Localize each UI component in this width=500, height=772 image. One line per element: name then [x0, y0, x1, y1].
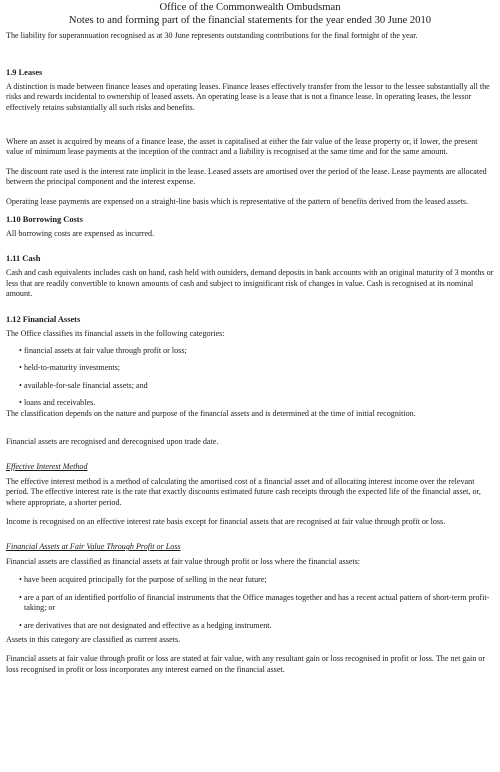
leases-paragraph-1: A distinction is made between finance leases and operating leases. Finance leases effectively transfer from the lessor to the lessee substantially all the risks and rewards incidental to ownership of leased assets. An operating lease is a lease that is not a finance lease. In operating leases, the lessor effectively retains substantially all such risks and benefits.: [6, 81, 490, 112]
section-heading-cash: 1.11 Cash: [6, 254, 41, 264]
cash-paragraph: Cash and cash equivalents includes cash on hand, cash held with outsiders, demand deposits in bank accounts with an original maturity of 3 months or less that are readily convertible to known amounts of cash and subject to insignificant risk of changes in value. Cash is recognised at its nominal amount.: [6, 268, 494, 299]
effective-interest-paragraph-1: The effective interest method is a method of calculating the amortised cost of a financial asset and of allocating interest income over the relevant period. The effective interest rate is the rate that exactly discounts estimated future cash receipts through the expected life of the financial asset, or, where appropriate, a shorter period.: [6, 476, 481, 507]
classification-paragraph: The classification depends on the nature and purpose of the financial assets and is determined at the time of initial recognition.: [6, 408, 416, 418]
list-item: • loans and receivables.: [19, 398, 96, 408]
document-header: [0, 0, 500, 27]
bullet-glyph: •: [19, 363, 22, 373]
section-heading-leases: 1.9 Leases: [6, 67, 43, 77]
financial-asset-categories-list: [6, 346, 494, 409]
list-item: • financial assets at fair value through profit or loss;: [19, 345, 187, 355]
fvtpl-measurement-paragraph: Financial assets at fair value through profit or loss are stated at fair value, with any resultant gain or loss recognised in profit or loss. The net gain or loss recognised in profit or loss incorporates any interest earned on the financial asset.: [6, 654, 486, 674]
bullet-glyph: •: [19, 621, 22, 630]
recognition-paragraph: Financial assets are recognised and derecognised upon trade date.: [6, 437, 219, 447]
section-heading-borrowing-costs: 1.10 Borrowing Costs: [6, 214, 83, 224]
list-item: • available-for-sale financial assets; and: [19, 380, 148, 390]
current-assets-paragraph: Assets in this category are classified as current assets.: [6, 634, 181, 644]
fvtpl-criteria-list: [6, 575, 494, 631]
bullet-glyph: •: [19, 575, 22, 585]
list-item: • are derivatives that are not designated and effective as a hedging instrument.: [19, 621, 272, 630]
subheading-fvtpl: Financial Assets at Fair Value Through Profit or Loss: [6, 542, 181, 552]
header-title: Notes to and forming part of the financial statements for the year ended 30 June 2010: [68, 14, 432, 26]
bullet-glyph: •: [19, 592, 22, 602]
bullet-glyph: •: [19, 380, 22, 390]
leases-paragraph-2: Where an asset is acquired by means of a finance lease, the asset is capitalised at either the fair value of the lease property or, if lower, the present value of minimum lease payments at the inception of the contract and a liability is recognised at the same time and for the same amount.: [6, 136, 478, 157]
borrowing-paragraph: All borrowing costs are expensed as incurred.: [6, 228, 155, 238]
header-organisation: Office of the Commonwealth Ombudsman: [159, 2, 341, 13]
list-item: • are a part of an identified portfolio of financial instruments that the Office manages together and has a recent actual pattern of short-term profit-taking; or: [19, 592, 490, 613]
leases-paragraph-3: The discount rate used is the interest rate implicit in the lease. Leased assets are amortised over the period of the lease. Lease payments are allocated between the principal component and the interest expense.: [6, 166, 487, 187]
effective-interest-paragraph-2: Income is recognised on an effective interest rate basis except for financial assets that are recognised at fair value through profit or loss.: [6, 517, 446, 527]
section-heading-financial-assets: 1.12 Financial Assets: [6, 314, 81, 324]
document-body: [0, 27, 500, 675]
bullet-glyph: •: [19, 398, 22, 408]
leases-paragraph-4: Operating lease payments are expensed on a straight-line basis which is representative of the pattern of benefits derived from the leased assets.: [6, 196, 469, 206]
fvtpl-intro: Financial assets are classified as financial assets at fair value through profit or loss where the financial assets:: [6, 556, 360, 566]
subheading-effective-interest-method: Effective Interest Method: [6, 462, 88, 472]
list-item: • have been acquired principally for the purpose of selling in the near future;: [19, 575, 267, 585]
superannuation-paragraph: The liability for superannuation recognised as at 30 June represents outstanding contributions for the final fortnight of the year.: [6, 31, 418, 41]
list-item: • held-to-maturity investments;: [19, 363, 120, 373]
bullet-glyph: •: [19, 345, 22, 355]
financial-assets-intro: The Office classifies its financial assets in the following categories:: [6, 328, 225, 338]
